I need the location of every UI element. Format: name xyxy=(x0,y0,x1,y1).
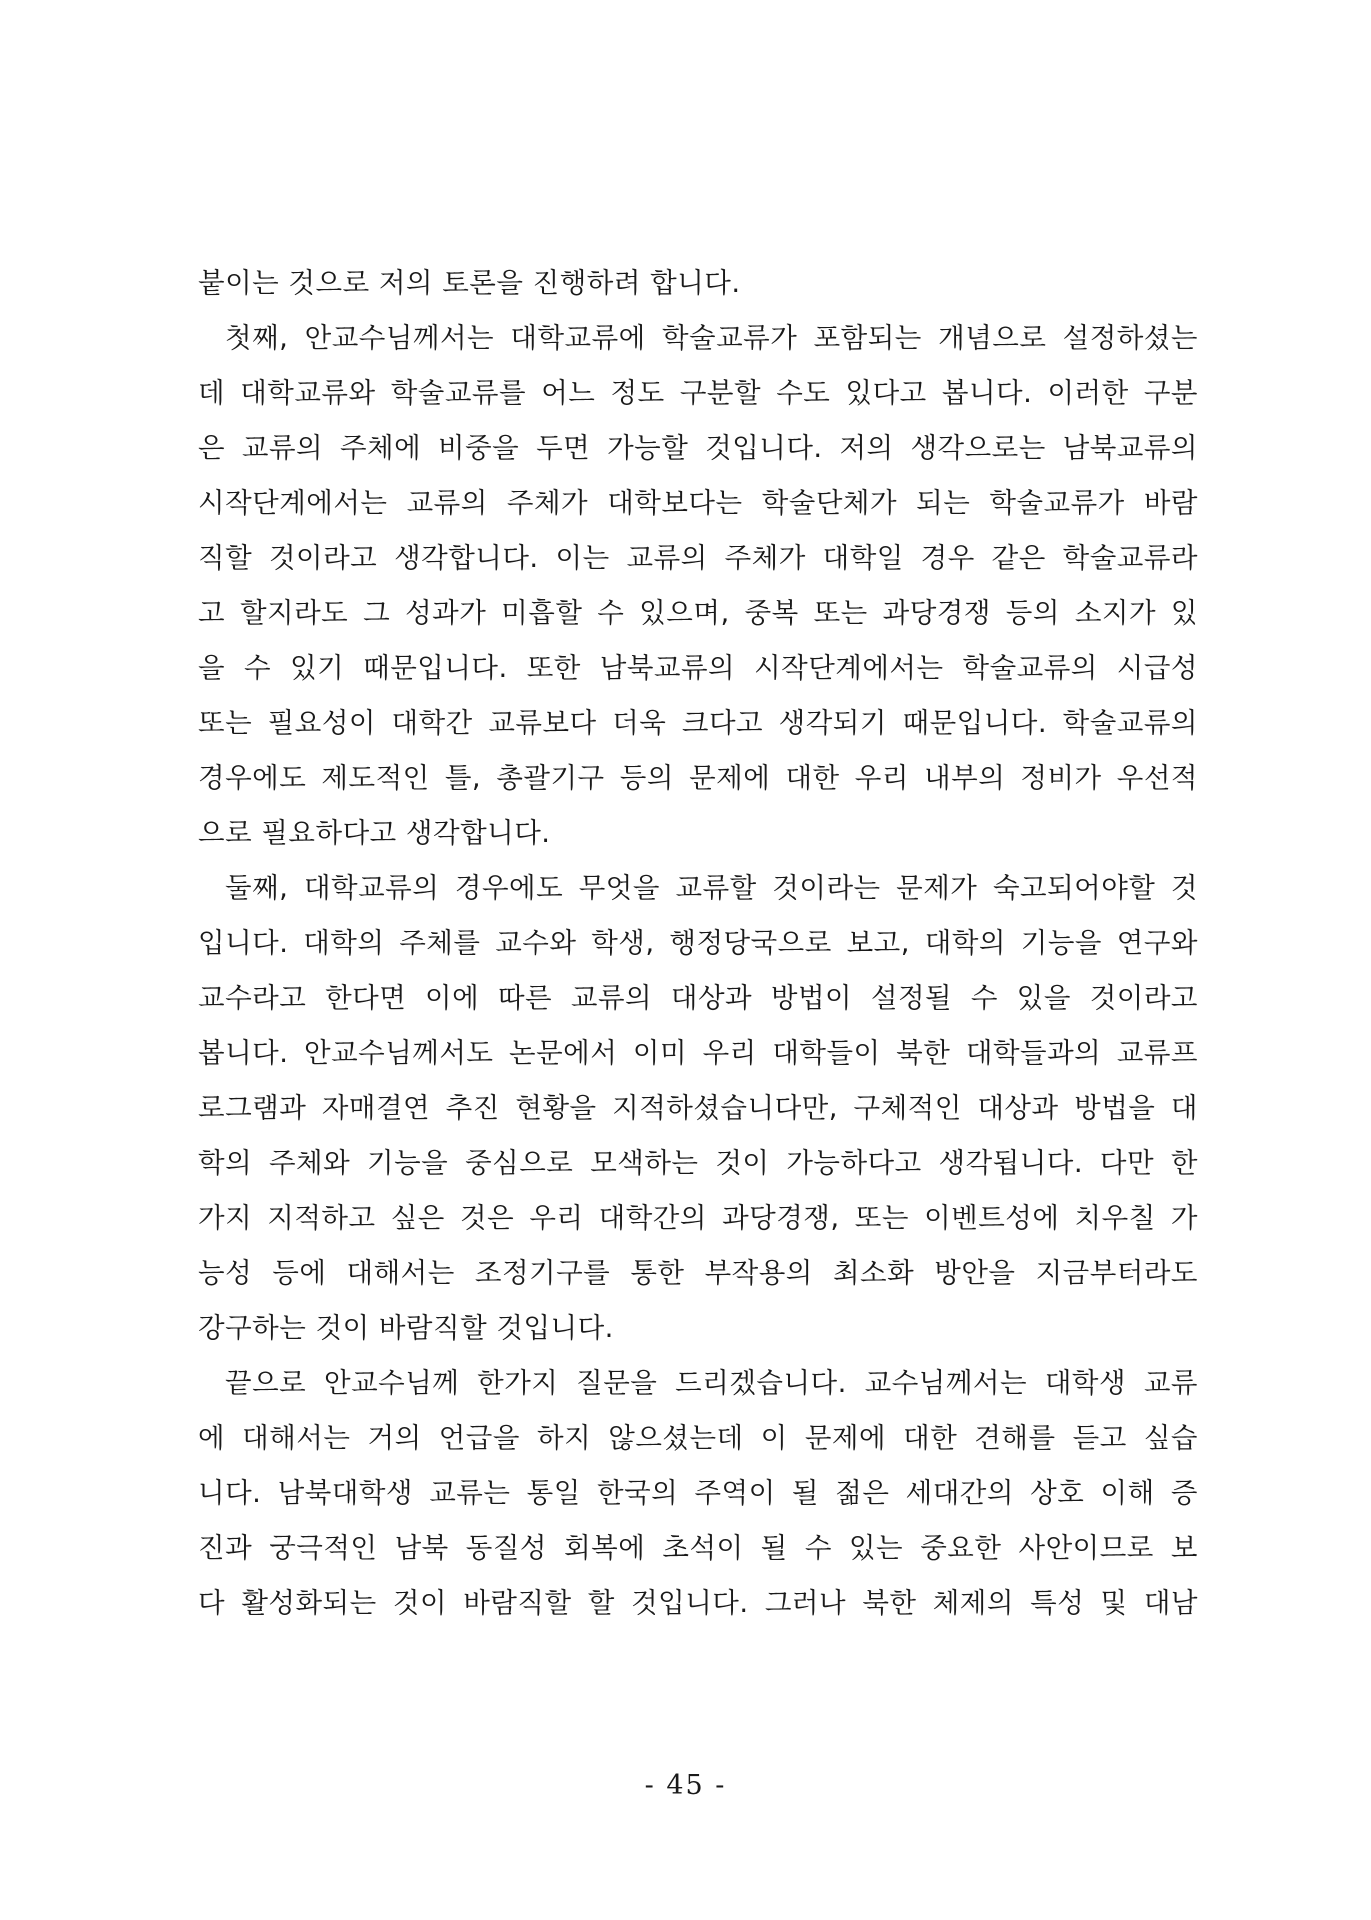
text-line: 경우에도 제도적인 틀, 총괄기구 등의 문제에 대한 우리 내부의 정비가 우선적 xyxy=(198,762,1198,794)
text-line: 가지 지적하고 싶은 것은 우리 대학간의 과당경쟁, 또는 이벤트성에 치우칠 가 xyxy=(198,1202,1198,1234)
text-line: 교수라고 한다면 이에 따른 교류의 대상과 방법이 설정될 수 있을 것이라고 xyxy=(198,982,1198,1014)
text-line: 로그램과 자매결연 추진 현황을 지적하셨습니다만, 구체적인 대상과 방법을 대 xyxy=(198,1092,1198,1124)
text-line: 진과 궁극적인 남북 동질성 회복에 초석이 될 수 있는 중요한 사안이므로 보 xyxy=(198,1532,1198,1564)
text-line: 은 교류의 주체에 비중을 두면 가능할 것입니다. 저의 생각으로는 남북교류의 xyxy=(198,432,1198,464)
text-line: 다 활성화되는 것이 바람직할 할 것입니다. 그러나 북한 체제의 특성 및 대남 xyxy=(198,1587,1198,1619)
paragraph-first-line: 첫째, 안교수님께서는 대학교류에 학술교류가 포함되는 개념으로 설정하셨는 xyxy=(225,322,1198,354)
text-line: 학의 주체와 기능을 중심으로 모색하는 것이 가능하다고 생각됩니다. 다만 한 xyxy=(198,1147,1198,1179)
text-line: 시작단계에서는 교류의 주체가 대학보다는 학술단체가 되는 학술교류가 바람 xyxy=(198,487,1198,519)
body-text xyxy=(198,256,1198,1631)
text-line: 붙이는 것으로 저의 토론을 진행하려 합니다. xyxy=(198,267,741,299)
paragraph-first-line: 끝으로 안교수님께 한가지 질문을 드리겠습니다. 교수님께서는 대학생 교류 xyxy=(225,1367,1198,1399)
text-line: 으로 필요하다고 생각합니다. xyxy=(198,817,551,849)
text-line: 데 대학교류와 학술교류를 어느 정도 구분할 수도 있다고 봅니다. 이러한 구분 xyxy=(198,377,1198,409)
text-line: 고 할지라도 그 성과가 미흡할 수 있으며, 중복 또는 과당경쟁 등의 소지가 있 xyxy=(198,597,1198,629)
text-line: 봅니다. 안교수님께서도 논문에서 이미 우리 대학들이 북한 대학들과의 교류프 xyxy=(198,1037,1198,1069)
page-number: - 45 - xyxy=(644,1770,727,1801)
text-line: 능성 등에 대해서는 조정기구를 통한 부작용의 최소화 방안을 지금부터라도 xyxy=(198,1257,1198,1289)
text-line: 직할 것이라고 생각합니다. 이는 교류의 주체가 대학일 경우 같은 학술교류라 xyxy=(198,542,1198,574)
text-line: 강구하는 것이 바람직할 것입니다. xyxy=(198,1312,614,1344)
paragraph-first-line: 둘째, 대학교류의 경우에도 무엇을 교류할 것이라는 문제가 숙고되어야할 것 xyxy=(225,872,1198,904)
text-line: 을 수 있기 때문입니다. 또한 남북교류의 시작단계에서는 학술교류의 시급성 xyxy=(198,652,1198,684)
text-line: 에 대해서는 거의 언급을 하지 않으셨는데 이 문제에 대한 견해를 듣고 싶습 xyxy=(198,1422,1198,1454)
text-line: 또는 필요성이 대학간 교류보다 더욱 크다고 생각되기 때문입니다. 학술교류의 xyxy=(198,707,1198,739)
text-line: 니다. 남북대학생 교류는 통일 한국의 주역이 될 젊은 세대간의 상호 이해 증 xyxy=(198,1477,1198,1509)
text-line: 입니다. 대학의 주체를 교수와 학생, 행정당국으로 보고, 대학의 기능을 연구와 xyxy=(198,927,1198,959)
